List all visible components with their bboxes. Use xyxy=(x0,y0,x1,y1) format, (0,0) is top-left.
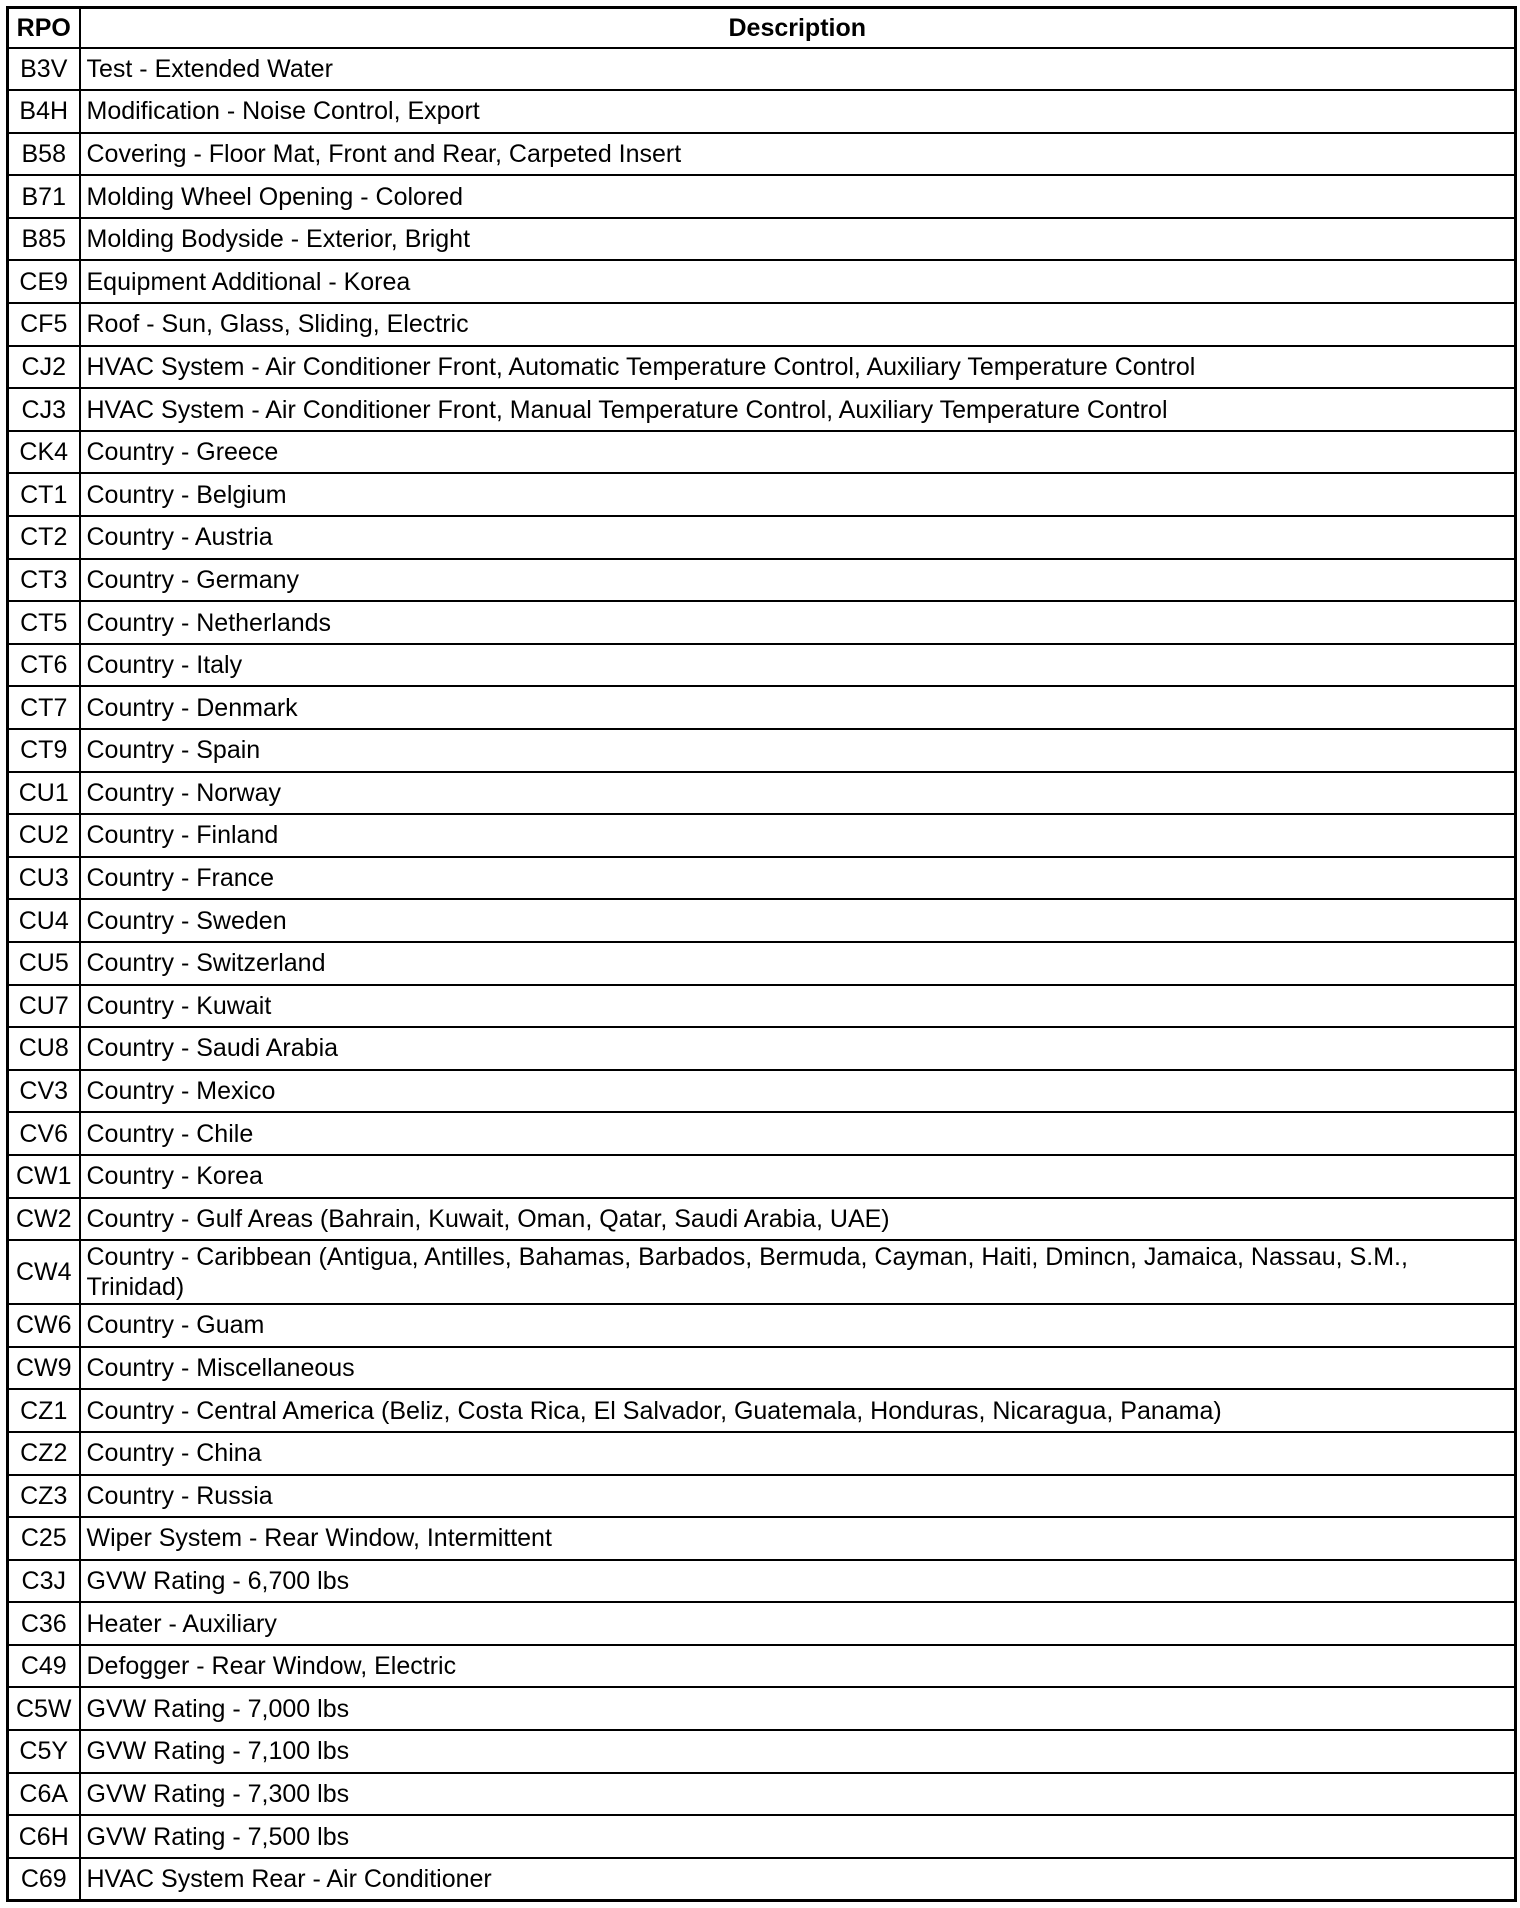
rpo-code-cell: CU7 xyxy=(8,985,80,1028)
table-row xyxy=(8,942,1516,985)
rpo-code-cell: CT5 xyxy=(8,601,80,644)
rpo-code-cell: CF5 xyxy=(8,303,80,346)
rpo-code-cell: B58 xyxy=(8,133,80,176)
table-row xyxy=(8,559,1516,602)
description-cell: Country - Spain xyxy=(80,729,1516,772)
description-cell: Molding Wheel Opening - Colored xyxy=(80,175,1516,218)
rpo-code-cell: CZ3 xyxy=(8,1475,80,1518)
description-cell: Country - Belgium xyxy=(80,473,1516,516)
rpo-code-cell: C25 xyxy=(8,1517,80,1560)
table-row xyxy=(8,1027,1516,1070)
rpo-code-cell: B4H xyxy=(8,90,80,133)
table-row xyxy=(8,473,1516,516)
description-cell: Roof - Sun, Glass, Sliding, Electric xyxy=(80,303,1516,346)
description-cell: Country - Kuwait xyxy=(80,985,1516,1028)
table-row xyxy=(8,1432,1516,1475)
table-body xyxy=(8,48,1516,1901)
description-cell: Country - Korea xyxy=(80,1155,1516,1198)
header-rpo: RPO xyxy=(8,8,80,48)
rpo-code-cell: CU2 xyxy=(8,814,80,857)
rpo-code-cell: CZ1 xyxy=(8,1389,80,1432)
rpo-code-cell: B85 xyxy=(8,218,80,261)
description-cell: GVW Rating - 7,500 lbs xyxy=(80,1815,1516,1858)
rpo-code-cell: CZ2 xyxy=(8,1432,80,1475)
rpo-code-cell: CU5 xyxy=(8,942,80,985)
table-row xyxy=(8,1389,1516,1432)
description-cell: Country - Germany xyxy=(80,559,1516,602)
description-cell: Country - Guam xyxy=(80,1304,1516,1347)
rpo-code-cell: CE9 xyxy=(8,260,80,303)
header-row xyxy=(8,8,1516,48)
table-row xyxy=(8,1517,1516,1560)
table-row xyxy=(8,1560,1516,1603)
table-row xyxy=(8,218,1516,261)
description-cell: Country - Central America (Beliz, Costa Rica, El Salvador, Guatemala, Honduras, Nicaragua, Panama) xyxy=(80,1389,1516,1432)
table-row xyxy=(8,133,1516,176)
rpo-code-cell: CW1 xyxy=(8,1155,80,1198)
rpo-code-cell: CJ3 xyxy=(8,388,80,431)
header-description: Description xyxy=(80,8,1516,48)
rpo-code-cell: C6A xyxy=(8,1773,80,1816)
description-cell: GVW Rating - 6,700 lbs xyxy=(80,1560,1516,1603)
rpo-code-cell: CT3 xyxy=(8,559,80,602)
rpo-code-cell: CW9 xyxy=(8,1347,80,1390)
description-cell: HVAC System Rear - Air Conditioner xyxy=(80,1858,1516,1901)
table-row xyxy=(8,48,1516,91)
rpo-code-cell: CW6 xyxy=(8,1304,80,1347)
rpo-code-cell: C69 xyxy=(8,1858,80,1901)
table-row xyxy=(8,1240,1516,1304)
table-row xyxy=(8,431,1516,474)
rpo-code-cell: CU1 xyxy=(8,772,80,815)
rpo-code-cell: C5W xyxy=(8,1687,80,1730)
table-row xyxy=(8,1773,1516,1816)
rpo-code-cell: CU3 xyxy=(8,857,80,900)
table-row xyxy=(8,814,1516,857)
description-cell: Country - Saudi Arabia xyxy=(80,1027,1516,1070)
table-row xyxy=(8,899,1516,942)
description-cell: Country - Greece xyxy=(80,431,1516,474)
description-cell: HVAC System - Air Conditioner Front, Automatic Temperature Control, Auxiliary Temperature Control xyxy=(80,346,1516,389)
rpo-code-cell: CK4 xyxy=(8,431,80,474)
description-cell: Test - Extended Water xyxy=(80,48,1516,91)
table-row xyxy=(8,260,1516,303)
table-row xyxy=(8,175,1516,218)
description-cell: Country - Miscellaneous xyxy=(80,1347,1516,1390)
description-cell: Country - Chile xyxy=(80,1112,1516,1155)
table-row xyxy=(8,516,1516,559)
rpo-code-cell: CT7 xyxy=(8,686,80,729)
description-cell: Country - Finland xyxy=(80,814,1516,857)
table-row xyxy=(8,644,1516,687)
rpo-code-cell: C5Y xyxy=(8,1730,80,1773)
description-cell: Wiper System - Rear Window, Intermittent xyxy=(80,1517,1516,1560)
rpo-code-cell: CT9 xyxy=(8,729,80,772)
description-cell: Country - Denmark xyxy=(80,686,1516,729)
table-row xyxy=(8,1730,1516,1773)
table-row xyxy=(8,1112,1516,1155)
rpo-table xyxy=(6,6,1517,1902)
table-row xyxy=(8,1070,1516,1113)
description-cell: Molding Bodyside - Exterior, Bright xyxy=(80,218,1516,261)
table-row xyxy=(8,346,1516,389)
table-row xyxy=(8,1198,1516,1241)
description-cell: Country - Russia xyxy=(80,1475,1516,1518)
description-cell: Country - Gulf Areas (Bahrain, Kuwait, Oman, Qatar, Saudi Arabia, UAE) xyxy=(80,1198,1516,1241)
rpo-code-cell: C6H xyxy=(8,1815,80,1858)
rpo-code-cell: B71 xyxy=(8,175,80,218)
description-cell: Country - Caribbean (Antigua, Antilles, Bahamas, Barbados, Bermuda, Cayman, Haiti, Dmincn, Jamaica, Nassau, S.M., Trinidad) xyxy=(80,1240,1516,1304)
rpo-code-cell: CV6 xyxy=(8,1112,80,1155)
rpo-code-cell: CW4 xyxy=(8,1240,80,1304)
description-cell: Country - Netherlands xyxy=(80,601,1516,644)
table-row xyxy=(8,985,1516,1028)
table-row xyxy=(8,1475,1516,1518)
rpo-code-cell: CT1 xyxy=(8,473,80,516)
description-cell: Country - Mexico xyxy=(80,1070,1516,1113)
table-row xyxy=(8,1347,1516,1390)
table-row xyxy=(8,686,1516,729)
table-row xyxy=(8,772,1516,815)
rpo-code-cell: B3V xyxy=(8,48,80,91)
table-header xyxy=(8,8,1516,48)
description-cell: Country - Norway xyxy=(80,772,1516,815)
description-cell: GVW Rating - 7,100 lbs xyxy=(80,1730,1516,1773)
description-cell: Country - Switzerland xyxy=(80,942,1516,985)
rpo-code-cell: C36 xyxy=(8,1602,80,1645)
rpo-code-cell: C49 xyxy=(8,1645,80,1688)
description-cell: Country - China xyxy=(80,1432,1516,1475)
description-cell: Country - Austria xyxy=(80,516,1516,559)
description-cell: Defogger - Rear Window, Electric xyxy=(80,1645,1516,1688)
table-row xyxy=(8,1602,1516,1645)
description-cell: Country - France xyxy=(80,857,1516,900)
rpo-code-cell: CJ2 xyxy=(8,346,80,389)
table-row xyxy=(8,1858,1516,1901)
description-cell: Equipment Additional - Korea xyxy=(80,260,1516,303)
rpo-code-cell: CV3 xyxy=(8,1070,80,1113)
rpo-code-cell: CT2 xyxy=(8,516,80,559)
table-row xyxy=(8,388,1516,431)
rpo-code-cell: CU4 xyxy=(8,899,80,942)
table-row xyxy=(8,90,1516,133)
rpo-code-cell: CW2 xyxy=(8,1198,80,1241)
table-row xyxy=(8,1815,1516,1858)
table-row xyxy=(8,729,1516,772)
rpo-code-cell: CU8 xyxy=(8,1027,80,1070)
description-cell: GVW Rating - 7,300 lbs xyxy=(80,1773,1516,1816)
description-cell: Modification - Noise Control, Export xyxy=(80,90,1516,133)
table-row xyxy=(8,303,1516,346)
description-cell: GVW Rating - 7,000 lbs xyxy=(80,1687,1516,1730)
description-cell: Heater - Auxiliary xyxy=(80,1602,1516,1645)
table-row xyxy=(8,1645,1516,1688)
rpo-code-cell: C3J xyxy=(8,1560,80,1603)
description-cell: HVAC System - Air Conditioner Front, Manual Temperature Control, Auxiliary Temperature Control xyxy=(80,388,1516,431)
rpo-code-cell: CT6 xyxy=(8,644,80,687)
description-cell: Country - Italy xyxy=(80,644,1516,687)
table-row xyxy=(8,601,1516,644)
table-row xyxy=(8,857,1516,900)
description-cell: Covering - Floor Mat, Front and Rear, Carpeted Insert xyxy=(80,133,1516,176)
table-row xyxy=(8,1304,1516,1347)
table-row xyxy=(8,1687,1516,1730)
table-row xyxy=(8,1155,1516,1198)
description-cell: Country - Sweden xyxy=(80,899,1516,942)
